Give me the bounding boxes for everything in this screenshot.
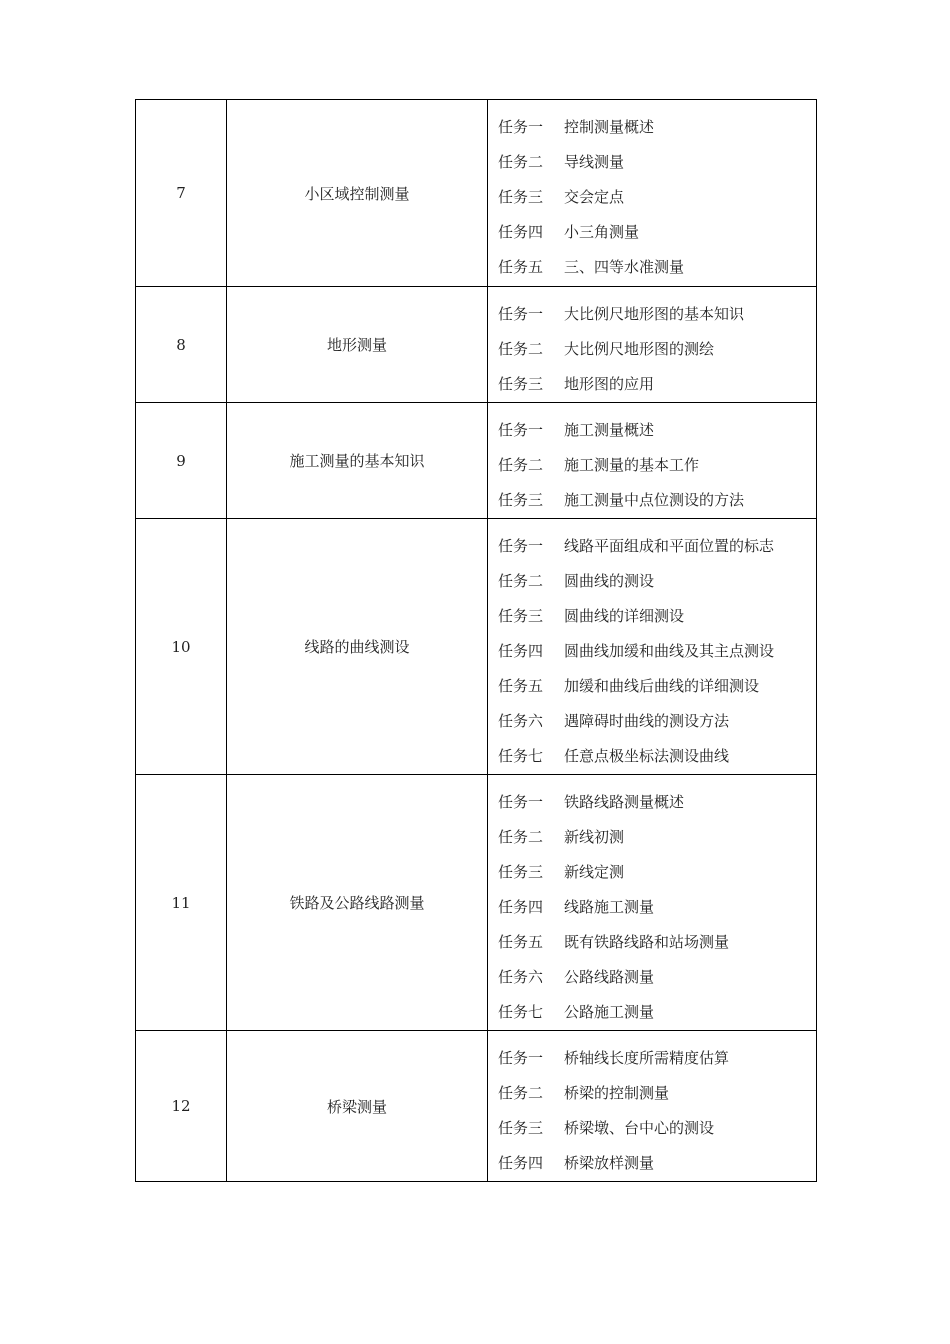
task-label: 任务一 (498, 118, 544, 136)
task-list (488, 403, 817, 519)
task-item (488, 297, 816, 332)
course-table (135, 99, 817, 1182)
task-item (488, 704, 816, 739)
table-row (136, 519, 817, 775)
table-row (136, 1031, 817, 1182)
task-title: 加缓和曲线后曲线的详细测设 (564, 677, 760, 695)
table-row (136, 100, 817, 287)
task-title: 大比例尺地形图的基本知识 (564, 305, 745, 323)
task-item (488, 215, 816, 250)
task-title: 大比例尺地形图的测绘 (564, 340, 715, 358)
course-table-body (136, 100, 817, 1182)
unit-number: 11 (136, 775, 227, 1031)
task-label: 任务三 (498, 863, 544, 881)
task-title: 导线测量 (564, 153, 625, 171)
task-item (488, 110, 816, 145)
task-item (488, 180, 816, 215)
task-label: 任务三 (498, 607, 544, 625)
task-item (488, 890, 816, 925)
task-label: 任务六 (498, 712, 544, 730)
task-title: 圆曲线的测设 (564, 572, 655, 590)
task-title: 地形图的应用 (564, 375, 655, 393)
task-list (488, 519, 817, 775)
unit-name: 线路的曲线测设 (227, 519, 488, 775)
task-list (488, 100, 817, 287)
task-label: 任务六 (498, 968, 544, 986)
task-item (488, 367, 816, 402)
unit-number: 9 (136, 403, 227, 519)
task-title: 任意点极坐标法测设曲线 (564, 747, 730, 765)
task-label: 任务三 (498, 1119, 544, 1137)
task-title: 小三角测量 (564, 223, 640, 241)
task-title: 控制测量概述 (564, 118, 655, 136)
task-label: 任务四 (498, 642, 544, 660)
task-title: 铁路线路测量概述 (564, 793, 685, 811)
task-label: 任务四 (498, 898, 544, 916)
task-item (488, 1146, 816, 1181)
task-title: 线路施工测量 (564, 898, 655, 916)
task-item (488, 669, 816, 704)
task-item (488, 855, 816, 890)
task-title: 新线初测 (564, 828, 625, 846)
task-label: 任务二 (498, 572, 544, 590)
task-label: 任务三 (498, 375, 544, 393)
task-item (488, 1041, 816, 1076)
task-label: 任务五 (498, 677, 544, 695)
task-label: 任务二 (498, 153, 544, 171)
task-item (488, 925, 816, 960)
task-title: 新线定测 (564, 863, 625, 881)
task-item (488, 634, 816, 669)
task-title: 公路施工测量 (564, 1003, 655, 1021)
unit-number: 12 (136, 1031, 227, 1182)
task-title: 遇障碍时曲线的测设方法 (564, 712, 730, 730)
task-title: 公路线路测量 (564, 968, 655, 986)
task-title: 桥梁墩、台中心的测设 (564, 1119, 715, 1137)
task-item (488, 785, 816, 820)
task-label: 任务二 (498, 456, 544, 474)
task-title: 线路平面组成和平面位置的标志 (564, 537, 775, 555)
task-item (488, 413, 816, 448)
task-title: 施工测量中点位测设的方法 (564, 491, 745, 509)
task-label: 任务七 (498, 747, 544, 765)
task-title: 桥轴线长度所需精度估算 (564, 1049, 730, 1067)
task-title: 桥梁放样测量 (564, 1154, 655, 1172)
unit-name: 桥梁测量 (227, 1031, 488, 1182)
unit-name: 铁路及公路线路测量 (227, 775, 488, 1031)
task-title: 圆曲线加缓和曲线及其主点测设 (564, 642, 775, 660)
unit-name: 施工测量的基本知识 (227, 403, 488, 519)
task-label: 任务二 (498, 340, 544, 358)
task-list (488, 775, 817, 1031)
task-title: 三、四等水准测量 (564, 258, 685, 276)
task-title: 施工测量的基本工作 (564, 456, 700, 474)
unit-number: 7 (136, 100, 227, 287)
task-label: 任务二 (498, 828, 544, 846)
task-label: 任务七 (498, 1003, 544, 1021)
task-item (488, 739, 816, 774)
unit-name: 小区域控制测量 (227, 100, 488, 287)
task-label: 任务一 (498, 793, 544, 811)
task-label: 任务五 (498, 933, 544, 951)
task-label: 任务一 (498, 305, 544, 323)
task-label: 任务三 (498, 491, 544, 509)
task-item (488, 250, 816, 285)
task-item (488, 599, 816, 634)
task-item (488, 995, 816, 1030)
task-label: 任务四 (498, 1154, 544, 1172)
unit-name: 地形测量 (227, 287, 488, 403)
task-list (488, 287, 817, 403)
task-title: 交会定点 (564, 188, 625, 206)
task-label: 任务五 (498, 258, 544, 276)
task-title: 桥梁的控制测量 (564, 1084, 670, 1102)
task-item (488, 529, 816, 564)
task-label: 任务一 (498, 537, 544, 555)
task-list (488, 1031, 817, 1182)
table-row (136, 403, 817, 519)
task-item (488, 564, 816, 599)
unit-number: 8 (136, 287, 227, 403)
task-label: 任务三 (498, 188, 544, 206)
task-item (488, 145, 816, 180)
task-item (488, 820, 816, 855)
task-item (488, 1111, 816, 1146)
task-title: 施工测量概述 (564, 421, 655, 439)
task-item (488, 448, 816, 483)
task-title: 圆曲线的详细测设 (564, 607, 685, 625)
task-label: 任务二 (498, 1084, 544, 1102)
table-row (136, 775, 817, 1031)
task-item (488, 483, 816, 518)
task-label: 任务一 (498, 1049, 544, 1067)
task-label: 任务一 (498, 421, 544, 439)
task-title: 既有铁路线路和站场测量 (564, 933, 730, 951)
task-item (488, 960, 816, 995)
task-item (488, 1076, 816, 1111)
unit-number: 10 (136, 519, 227, 775)
task-label: 任务四 (498, 223, 544, 241)
task-item (488, 332, 816, 367)
table-row (136, 287, 817, 403)
